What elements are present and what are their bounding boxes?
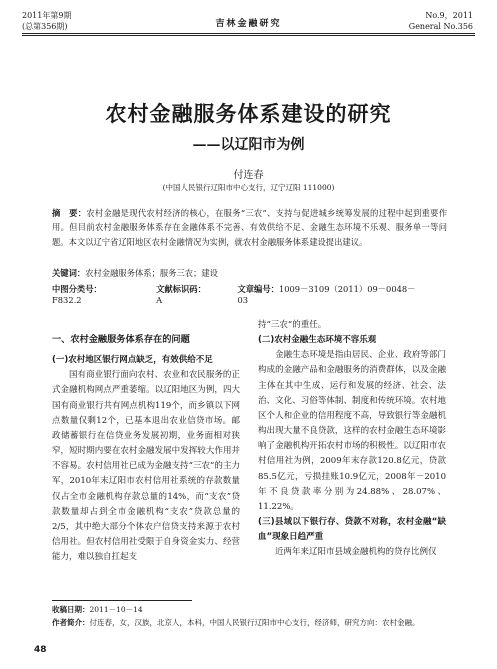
header-issue-line1: 2011年第9期 bbox=[22, 11, 72, 20]
author-affiliation: (中国人民银行辽阳市中心支行，辽宁辽阳 111000) bbox=[162, 183, 335, 192]
header-issue-line2: (总第356期) bbox=[22, 22, 68, 31]
paragraph: 近两年来辽阳市县域金融机构的贷存比例仅 bbox=[275, 547, 437, 558]
doc-label: 文献标识码： bbox=[156, 284, 206, 294]
subsection-heading-2: (二)农村金融生态环境不容乐观 bbox=[258, 335, 377, 346]
abstract-label: 摘 要： bbox=[52, 208, 87, 218]
header-issue-en bbox=[409, 10, 473, 32]
right-column bbox=[258, 318, 446, 561]
received-date: 2011－10－14 bbox=[89, 605, 143, 614]
keywords bbox=[52, 267, 218, 279]
footnote-bio bbox=[52, 617, 452, 630]
footnote-received bbox=[52, 604, 452, 617]
paragraph: 金融生态环境是指由居民、企业、政府等部门构成的金融产品和金融服务的消费群体，以及金融主体在其中生成、运行和发展的经济、社会、法治、文化、习俗等体制、制度和传统环境。农村地区个人和企业的信用程度不高，导致银行等金融机构出现大量不良贷款，这样的农村金融生态环境影响了金融机构开拓农村市场的积极性。以辽阳市农村信用社为例，2009年末存款120.8亿元，贷款85.5亿元，亏损挂账10.9亿元，2008年－2010年不良贷款率分别为24.88%、28.07%、11.22%。 bbox=[258, 350, 446, 512]
art-label: 文章编号： bbox=[237, 284, 279, 294]
header-rule bbox=[22, 33, 475, 34]
bio-text: 付连春，女，汉族，北京人，本科，中国人民银行辽阳市中心支行，经济师，研究方向：农村金融。 bbox=[89, 617, 420, 627]
footnote bbox=[52, 604, 452, 629]
header-journal-name: 吉林金融研究 bbox=[215, 19, 282, 29]
clc-code bbox=[52, 283, 142, 305]
received-label: 收稿日期： bbox=[52, 605, 90, 614]
article-subtitle: ——以辽阳市为例 bbox=[192, 137, 305, 153]
clc-label: 中图分类号： bbox=[52, 284, 102, 294]
keywords-text: 农村金融服务体系；服务三农；建设 bbox=[85, 268, 218, 278]
subsection-heading-1: (一)农村地区银行网点缺乏，有效供给不足 bbox=[52, 355, 213, 366]
abstract-text: 农村金融是现代农村经济的核心，在服务“三农”、支持与促进城乡统筹发展的过程中起到重要作用。但目前农村金融服务体系存在金融体系不完善、有效供给不足、金融生态环境不乐观、服务单一等问题。本文以辽宁省辽阳地区农村金融情况为实例，就农村金融服务体系建设提出建议。 bbox=[52, 208, 447, 247]
paragraph-continued: 持“三农”的重任。 bbox=[258, 320, 327, 330]
header-rule-secondary bbox=[22, 35, 475, 36]
article-title: 农村金融服务体系建设的研究 bbox=[105, 101, 392, 126]
page-number: 48 bbox=[34, 645, 47, 655]
bio-label: 作者简介： bbox=[52, 617, 90, 627]
left-column bbox=[52, 332, 240, 565]
classification-line bbox=[52, 283, 447, 305]
article-number bbox=[237, 283, 433, 305]
footnote-rule bbox=[52, 600, 192, 601]
abstract bbox=[52, 206, 447, 249]
author-name: 付连春 bbox=[233, 170, 264, 181]
keywords-label: 关键词： bbox=[52, 268, 86, 278]
header-issue-en-line1: No.9，2011 bbox=[425, 11, 473, 20]
header-issue-en-line2: General No.356 bbox=[408, 22, 473, 31]
doc-value: A bbox=[156, 295, 163, 305]
subsection-heading-3: (三)县域以下银行存、贷款不对称，农村金融“缺血”现象日趋严重 bbox=[258, 517, 446, 543]
section-heading-1: 一、农村金融服务体系存在的问题 bbox=[52, 334, 190, 345]
art-value: 1009－3109（2011）09－0048－03 bbox=[237, 284, 416, 305]
clc-value: F832.2 bbox=[52, 295, 82, 305]
paragraph: 国有商业银行面向农村、农业和农民服务的正式金融机构网点严重萎缩。以辽阳地区为例，四大国有商业银行共有网点机构119个，而乡镇以下网点数量仅剩12个，已基本退出农业信贷市场。邮政储蓄银行在信贷业务发展初期，业务面相对狭窄，短时期内要在农村金融发展中发挥较大作用并不容易。农村信用社已成为金融支持“三农”的主力军，2010年末辽阳市农村信用社系统的存款数量仅占全市金融机构存款总量的14%，而“支农”贷款数量却占到全市金融机构“支农”贷款总量的2/5，其中绝大部分个体农户信贷支持来源于农村信用社。但农村信用社受限于自身资金实力、经营能力，难以独自扛起支 bbox=[52, 370, 240, 563]
doc-code bbox=[156, 283, 223, 305]
